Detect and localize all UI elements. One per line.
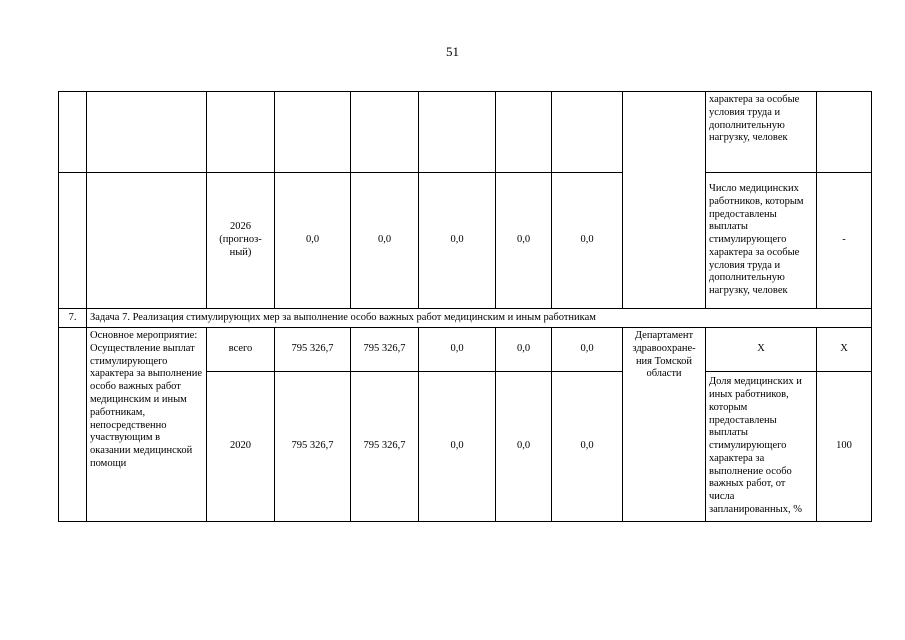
year-cell: всего (207, 328, 275, 372)
value-cell: 0,0 (552, 328, 623, 372)
indicator-cell: Х (706, 328, 817, 372)
task-row (59, 309, 872, 328)
value-cell: 795 326,7 (275, 328, 351, 372)
cell-empty (552, 92, 623, 173)
target-cell: - (817, 173, 872, 309)
measure-description: Основное мероприятие: Осуществление выплат стимулирующего характера за выполнение особо важных работ медицинским и иным работникам, непосредственно участвующим в оказании медицинской помощи (87, 328, 207, 522)
cell-empty (351, 92, 419, 173)
value-cell: 0,0 (496, 328, 552, 372)
indicator-cell: Доля медицинских и иных работников, которым предоставлены выплаты стимулирующего характера за выполнение особо важных работ, от числа запланированных, % (706, 372, 817, 522)
executor-cell-prev (623, 92, 706, 309)
value-cell: 0,0 (496, 372, 552, 522)
cell-empty (59, 92, 87, 173)
program-table (58, 91, 872, 522)
value-cell: 795 326,7 (351, 372, 419, 522)
cell-empty (87, 173, 207, 309)
cell-empty (496, 92, 552, 173)
cell-empty (817, 92, 872, 173)
target-cell: Х (817, 328, 872, 372)
continuation-row (59, 92, 872, 173)
executor-cell: Департамент здравоохране-ния Томской области (623, 328, 706, 522)
task-title: Задача 7. Реализация стимулирующих мер за выполнение особо важных работ медицинским и иным работникам (87, 309, 872, 328)
value-cell: 0,0 (552, 372, 623, 522)
value-cell: 0,0 (351, 173, 419, 309)
target-cell: 100 (817, 372, 872, 522)
row-total (59, 328, 872, 372)
cell-empty (207, 92, 275, 173)
cell-empty (59, 328, 87, 522)
value-cell: 795 326,7 (351, 328, 419, 372)
value-cell: 0,0 (496, 173, 552, 309)
value-cell: 0,0 (275, 173, 351, 309)
value-cell: 0,0 (419, 328, 496, 372)
cell-empty (59, 173, 87, 309)
value-cell: 795 326,7 (275, 372, 351, 522)
value-cell: 0,0 (552, 173, 623, 309)
row-2026 (59, 173, 872, 309)
year-cell: 2026 (прогноз-ный) (207, 173, 275, 309)
cell-empty (419, 92, 496, 173)
task-number: 7. (59, 309, 87, 328)
value-cell: 0,0 (419, 173, 496, 309)
value-cell: 0,0 (419, 372, 496, 522)
year-cell: 2020 (207, 372, 275, 522)
cell-empty (275, 92, 351, 173)
page-number: 51 (446, 44, 459, 59)
cell-empty (87, 92, 207, 173)
indicator-cell: Число медицинских работников, которым предоставлены выплаты стимулирующего характера за особые условия труда и дополнительную нагрузку, человек (706, 173, 817, 309)
indicator-tail: характера за особые условия труда и дополнительную нагрузку, человек (706, 92, 817, 173)
